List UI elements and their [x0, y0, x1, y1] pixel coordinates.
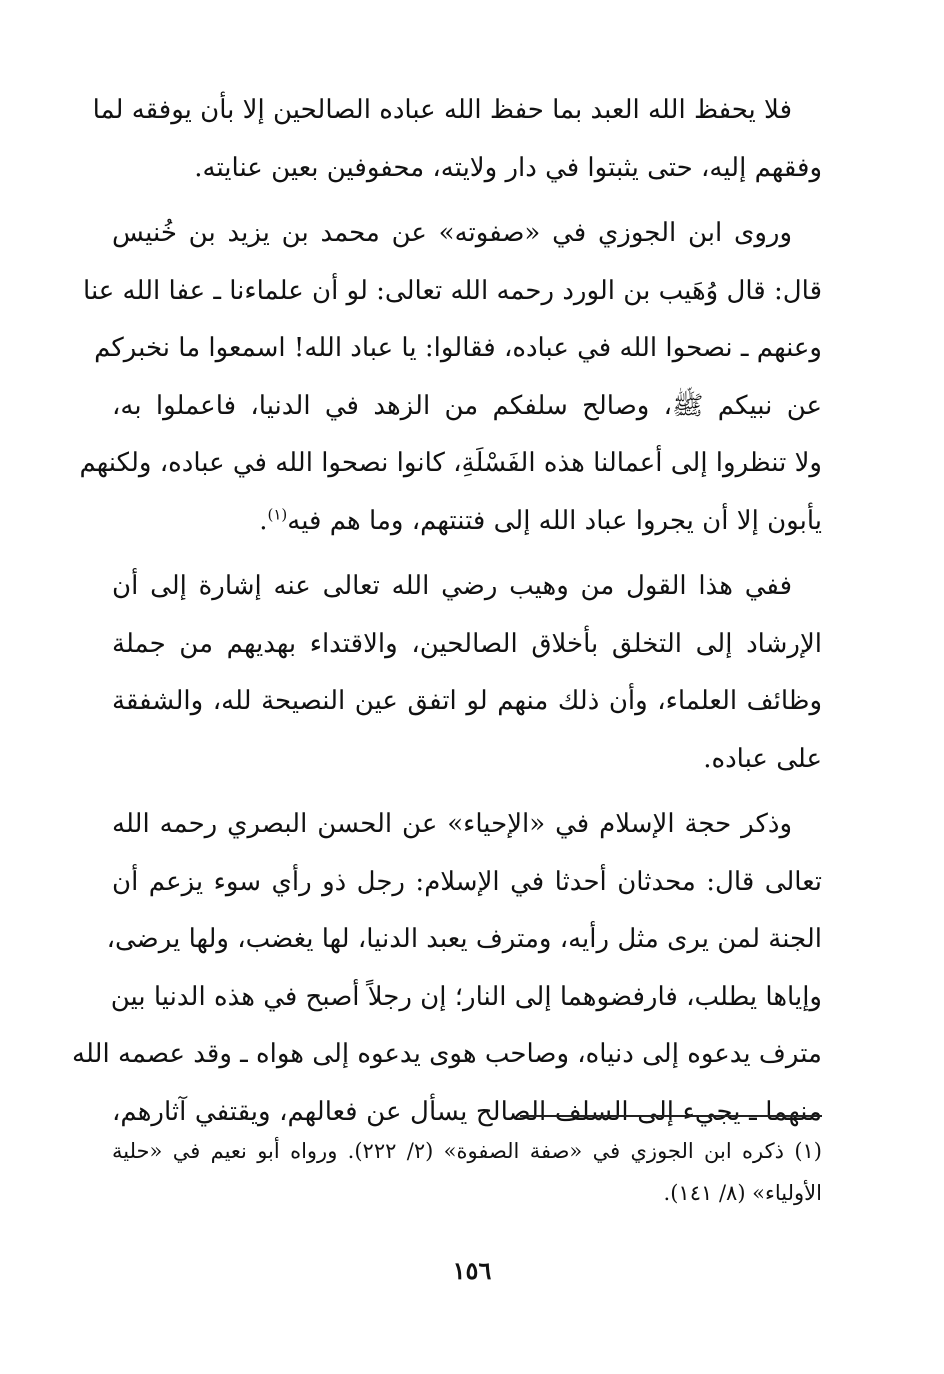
- footnote-line: (١) ذكره ابن الجوزي في «صفة الصفوة» (٢/ ٢٢٢). ورواه أبو نعيم في «حلية: [112, 1139, 822, 1163]
- text-line: على عباده.: [703, 743, 822, 774]
- text-line: [112, 493, 822, 551]
- text-line: تعالى قال: محدثان أحدثا في الإسلام: رجل ذو رأي سوء يزعم أن: [112, 866, 822, 897]
- text-line-content: يأبون إلا أن يجروا عباد الله إلى فتنتهم، وما هم فيه: [287, 505, 822, 536]
- text-line: وظائف العلماء، وأن ذلك منهم لو اتفق عين النصيحة لله، والشفقة: [112, 686, 822, 716]
- footnote-reference[interactable]: (١): [267, 504, 288, 523]
- text-line: ففي هذا القول من وهيب رضي الله تعالى عنه إشارة إلى أن: [112, 571, 792, 601]
- text-line: مترف يدعوه إلى دنياه، وصاحب هوى يدعوه إلى هواه ـ وقد عصمه الله: [72, 1039, 822, 1069]
- footnote-line: الأولياء» (٨/ ١٤١).: [663, 1181, 822, 1205]
- text-line: وعنهم ـ نصحوا الله في عباده، فقالوا: يا عباد الله! اسمعوا ما نخبركم: [94, 333, 822, 363]
- footnote-separator: [520, 1115, 822, 1117]
- sentence-end: .: [259, 505, 268, 536]
- main-text: [72, 82, 822, 1141]
- text-line: الإرشاد إلى التخلق بأخلاق الصالحين، والاقتداء بهديهم من جملة: [112, 628, 822, 659]
- text-line: قال: قال وُهَيب بن الورد رحمه الله تعالى: لو أن علماءنا ـ عفا الله عنا: [83, 275, 822, 306]
- text-line: عن نبيكم ﷺ، وصالح سلفكم من الزهد في الدنيا، فاعملوا به،: [112, 390, 822, 421]
- text-line: الجنة لمن يرى مثل رأيه، ومترف يعبد الدنيا، لها يغضب، ولها يرضى،: [106, 924, 822, 954]
- text-line: منهما ـ يجيء إلى السلف الصالح يسأل عن فعالهم، ويقتفي آثارهم،: [112, 1096, 822, 1127]
- text-line: فلا يحفظ الله العبد بما حفظ الله عباده الصالحين إلا بأن يوفقه لما: [92, 95, 792, 125]
- text-line: ولا تنظروا إلى أعمالنا هذه الفَسْلَةِ، كانوا نصحوا الله في عباده، ولكنهم: [79, 448, 822, 478]
- text-line: وذكر حجة الإسلام في «الإحياء» عن الحسن البصري رحمه الله: [112, 809, 792, 839]
- page-number: ١٥٦: [452, 1256, 492, 1285]
- text-line: وروى ابن الجوزي في «صفوته» عن محمد بن يزيد بن خُنيس: [112, 218, 792, 248]
- text-line: وفقهم إليه، حتى يثبتوا في دار ولايته، محفوفين بعين عنايته.: [194, 152, 822, 183]
- footnotes: [112, 1130, 822, 1214]
- text-line: وإياها يطلب، فارفضوهما إلى النار؛ إن رجلاً أصبح في هذه الدنيا بين: [110, 981, 822, 1012]
